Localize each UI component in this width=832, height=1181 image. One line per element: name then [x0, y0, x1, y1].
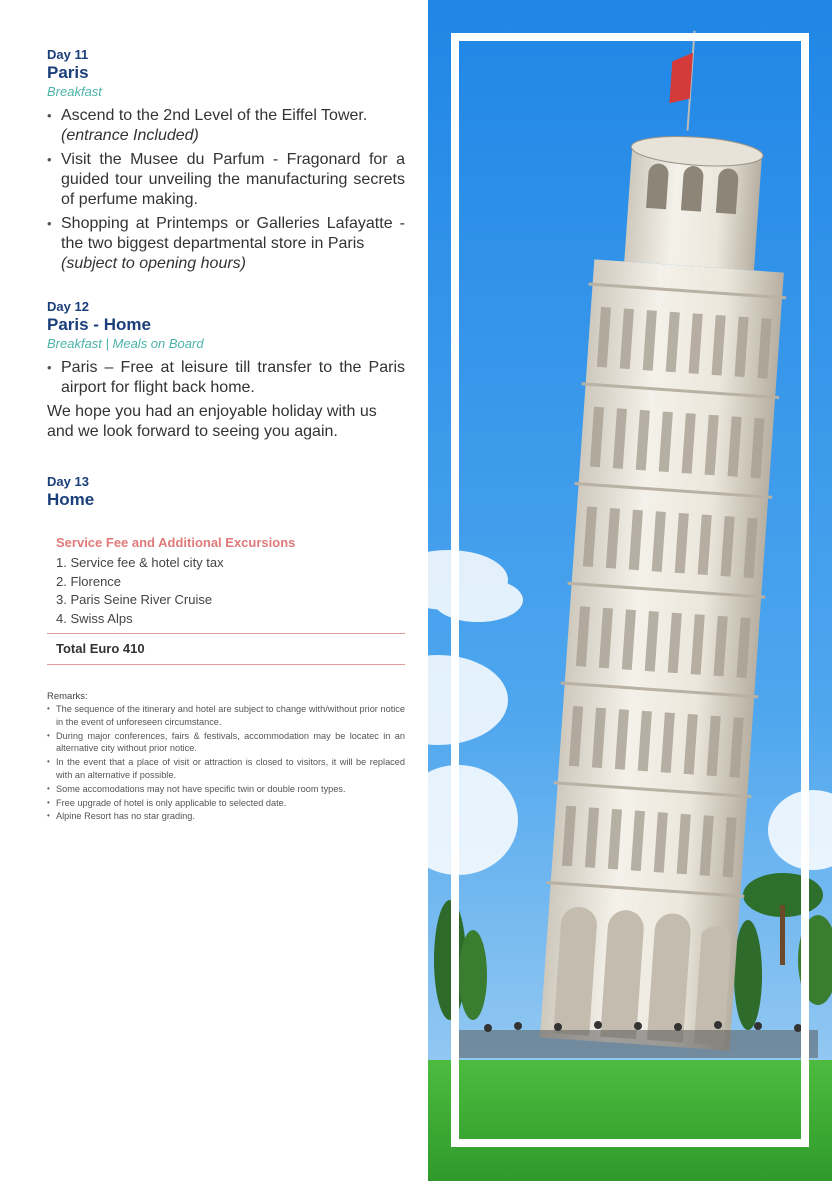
photo-illustration: [428, 0, 832, 1181]
remark-item: • During major conferences, fairs & festivals, accommodation may be locatec in an alternative city without prior notice.: [47, 730, 405, 756]
activity-text: Visit the Musee du Parfum - Fragonard for a guided tour unveiling the manufacturing secrets of perfume making.: [61, 151, 405, 208]
fee-item: 1. Service fee & hotel city tax: [56, 555, 224, 570]
activity-item: [47, 106, 405, 146]
remarks-list: [47, 703, 405, 823]
day-11-section: [47, 47, 405, 278]
remark-item: • Some accomodations may not have specific twin or double room types.: [47, 783, 405, 796]
fee-item: 2. Florence: [56, 573, 122, 589]
day-meals: Breakfast | Meals on Board: [47, 336, 204, 351]
fee-list: [47, 554, 405, 628]
activity-text: Ascend to the 2nd Level of the Eiffel Tower.: [61, 107, 368, 124]
day-13-section: [47, 474, 405, 510]
activity-text: Shopping at Printemps or Galleries Lafayatte - the two biggest departmental store in Paris: [61, 215, 405, 252]
fee-item: 4. Swiss Alps: [56, 610, 133, 626]
day-city: Paris: [47, 63, 89, 82]
closing-message: We hope you had an enjoyable holiday with us and we look forward to seeing you again.: [47, 403, 377, 440]
remark-item: • Alpine Resort has no star grading.: [47, 810, 405, 823]
fees-section: [47, 535, 405, 665]
day-meals: Breakfast: [47, 84, 102, 99]
activity-item: [47, 150, 405, 210]
day-label: Day 11: [47, 47, 89, 62]
activity-item: [47, 214, 405, 274]
activity-note: (entrance Included): [61, 127, 199, 144]
fee-item: 3. Paris Seine River Cruise: [56, 592, 213, 607]
remark-item: • Free upgrade of hotel is only applicable to selected date.: [47, 797, 405, 810]
divider: [47, 664, 405, 665]
day-12-section: [47, 299, 405, 442]
activity-list: [47, 106, 405, 274]
day-label: Day 13: [47, 474, 89, 489]
remarks-title: Remarks:: [47, 691, 88, 702]
activity-list: [47, 358, 405, 398]
activity-note: (subject to opening hours): [61, 255, 246, 272]
activity-item: [47, 358, 405, 398]
fees-total: Total Euro 410: [56, 641, 145, 656]
remark-item: • In the event that a place of visit or attraction is closed to visitors, it will be replaced with an alternative if possible.: [47, 756, 405, 782]
leaning-tower-photo: [428, 0, 832, 1181]
remarks-section: [47, 690, 405, 824]
remark-item: • The sequence of the itinerary and hotel are subject to change with/without prior notice in the event of unforeseen circumstance.: [47, 703, 405, 729]
day-city: Paris - Home: [47, 315, 151, 334]
lawn: [428, 1060, 832, 1181]
day-label: Day 12: [47, 299, 89, 314]
activity-text: Paris – Free at leisure till transfer to the Paris airport for flight back home.: [61, 359, 405, 396]
fees-title: Service Fee and Additional Excursions: [56, 535, 296, 550]
day-city: Home: [47, 490, 95, 509]
